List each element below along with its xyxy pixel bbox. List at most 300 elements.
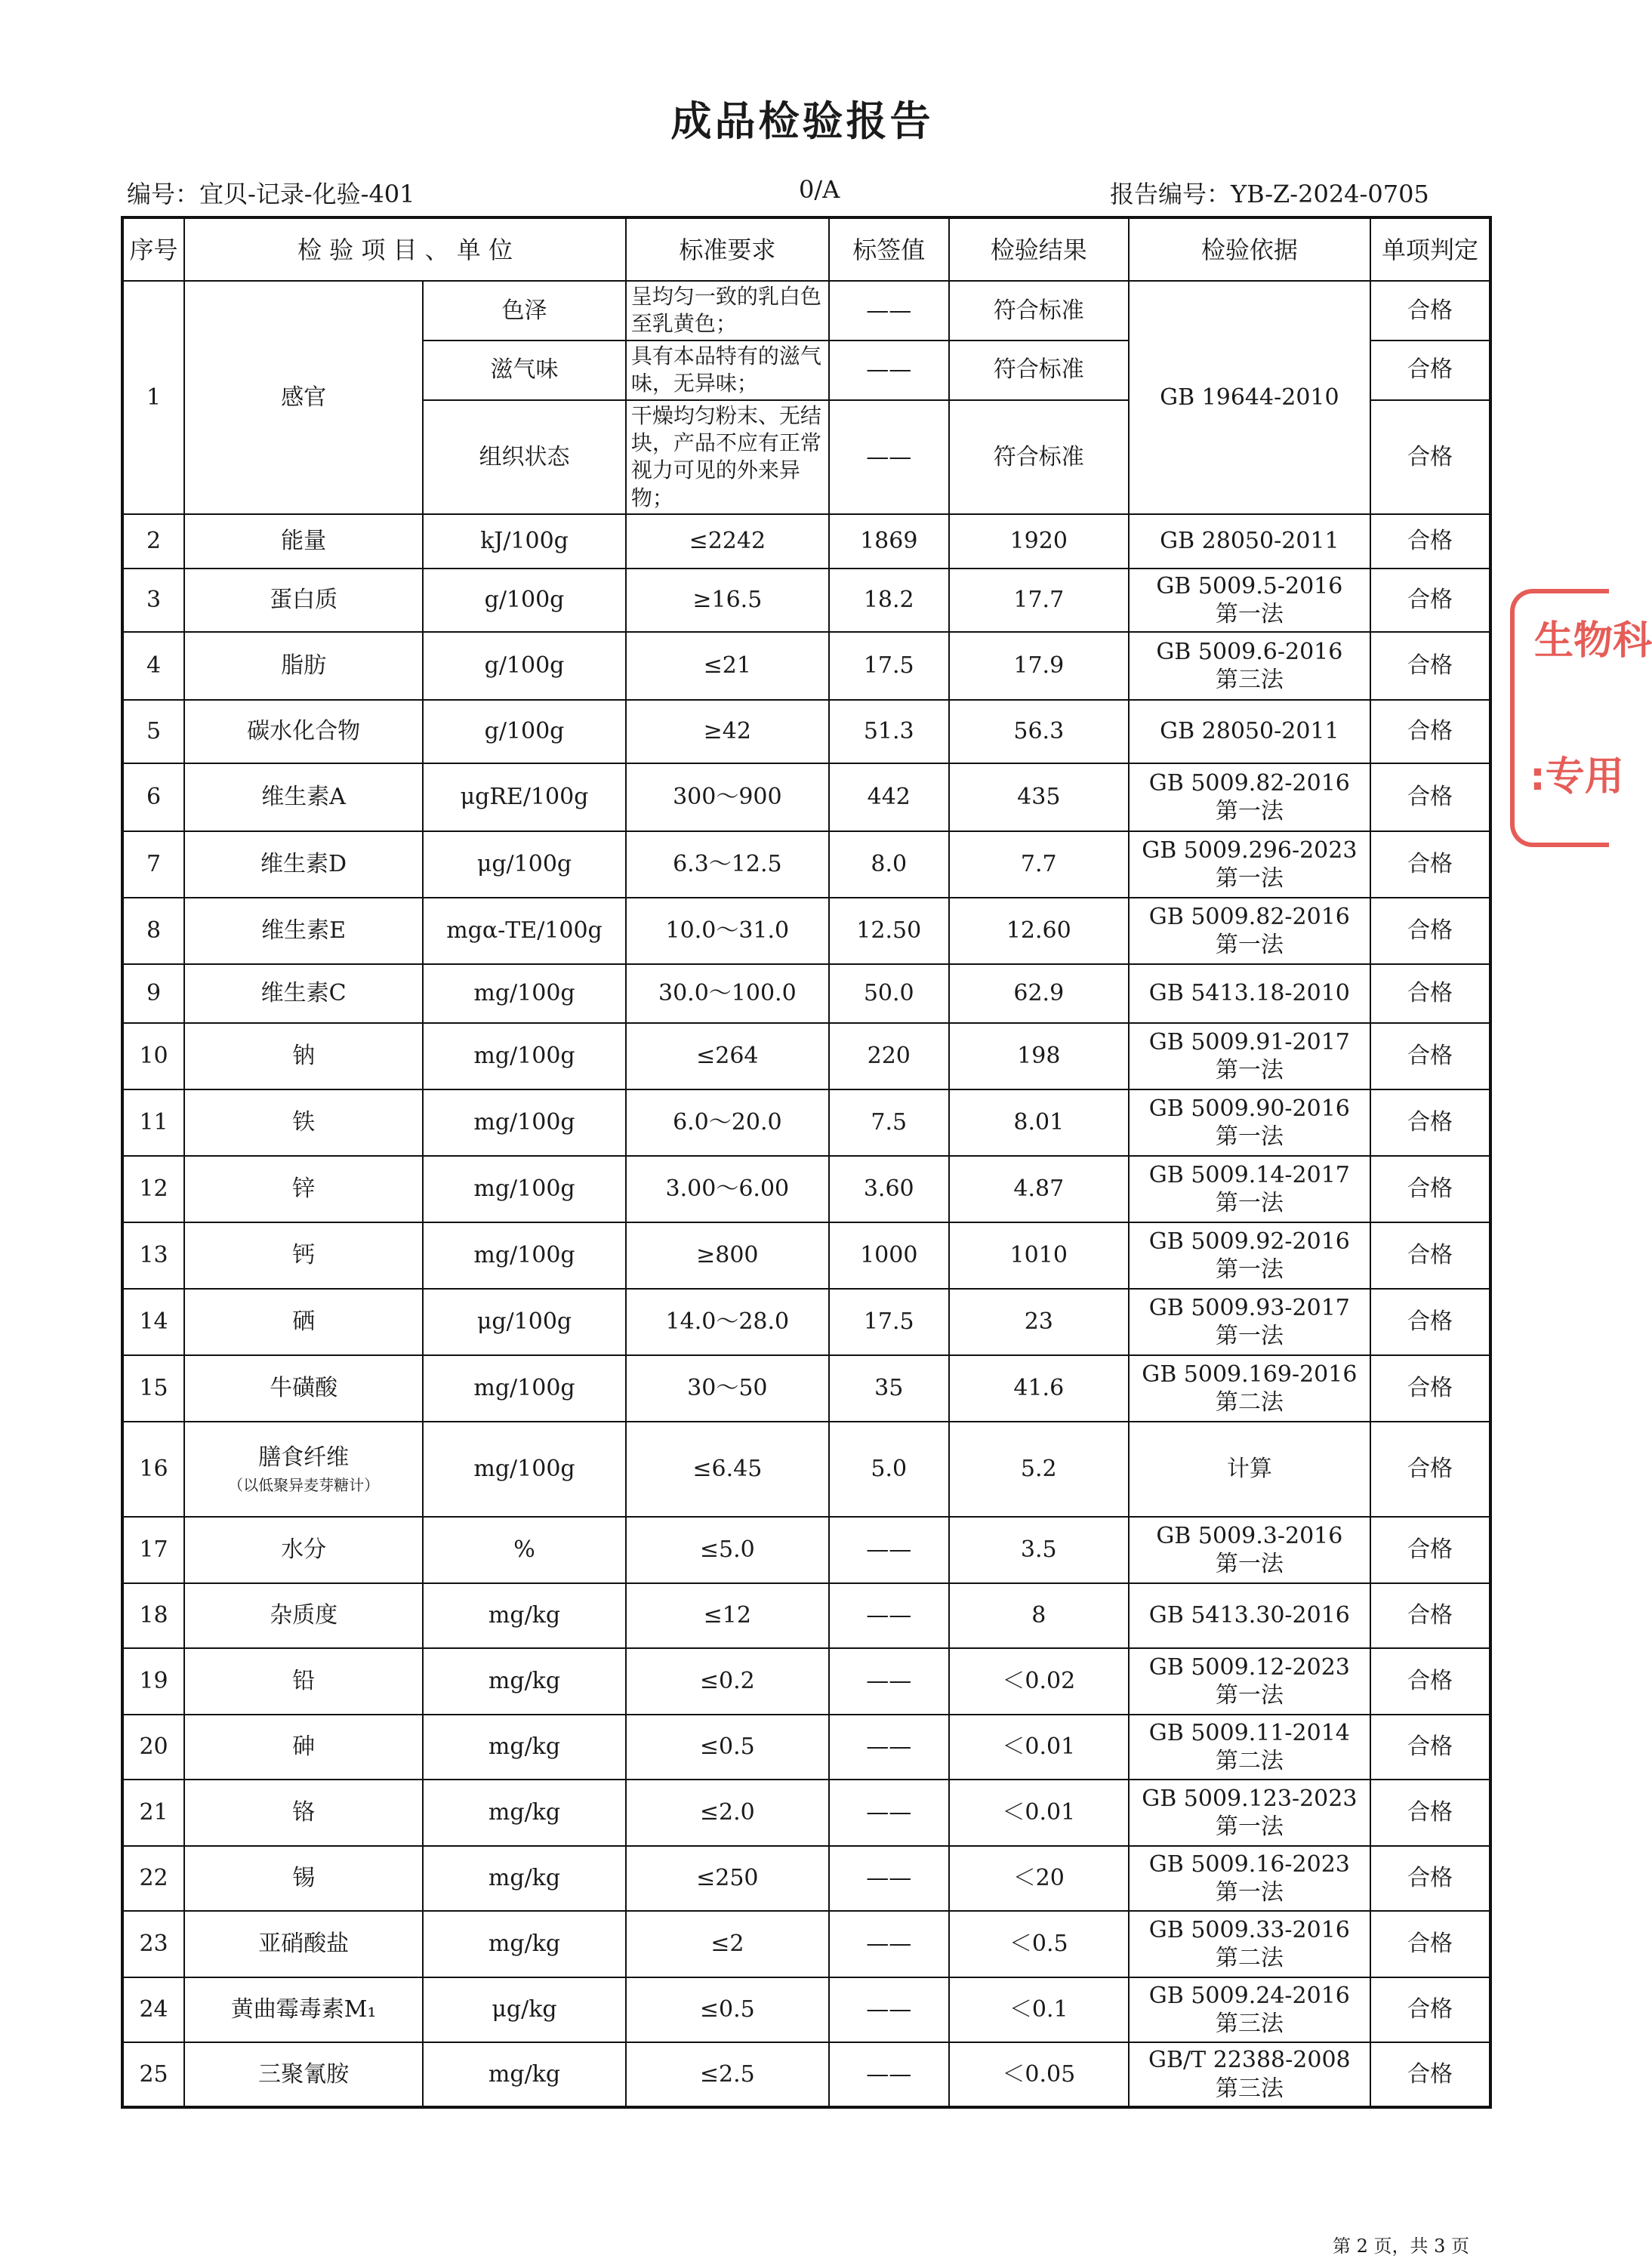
item-name-text: 砷 <box>292 1733 316 1761</box>
row-unit: g/100g <box>423 700 626 763</box>
table-row <box>122 1977 1490 2042</box>
row-label-value: —— <box>829 1780 949 1846</box>
row-unit: mg/100g <box>423 1222 626 1289</box>
table-row <box>122 1780 1490 1846</box>
row-verdict: 合格 <box>1370 1715 1490 1780</box>
row-basis <box>1129 514 1370 569</box>
row-result: 62.9 <box>949 964 1129 1023</box>
report-number: 报告编号：YB-Z-2024-0705 <box>1110 180 1429 208</box>
row-label-value: 18.2 <box>829 569 949 632</box>
row-unit: % <box>423 1517 626 1583</box>
row-requirement: 10.0～31.0 <box>626 898 829 964</box>
row-label-value: 51.3 <box>829 700 949 763</box>
basis-method: 第三法 <box>1215 667 1284 694</box>
row-unit: g/100g <box>423 569 626 632</box>
basis-standard: GB 5009.82-2016 <box>1148 903 1350 930</box>
row-label-value: 3.60 <box>829 1156 949 1222</box>
row-no: 16 <box>122 1422 184 1517</box>
row-verdict: 合格 <box>1370 514 1490 569</box>
row-verdict: 合格 <box>1370 1780 1490 1846</box>
table-row <box>122 1222 1490 1289</box>
row-label-value: 7.5 <box>829 1089 949 1156</box>
row-no: 23 <box>122 1911 184 1977</box>
row-requirement: 6.3～12.5 <box>626 831 829 898</box>
row-verdict: 合格 <box>1370 2042 1490 2107</box>
row-verdict: 合格 <box>1370 1156 1490 1222</box>
row-item-name <box>184 514 423 569</box>
row-basis <box>1129 1648 1370 1715</box>
table-row <box>122 1422 1490 1517</box>
sensory-result: 符合标准 <box>949 281 1129 341</box>
row-no: 25 <box>122 2042 184 2107</box>
row-result: 56.3 <box>949 700 1129 763</box>
basis-standard: GB 5009.33-2016 <box>1148 1916 1350 1943</box>
table-row <box>122 1089 1490 1156</box>
row-no: 18 <box>122 1583 184 1648</box>
header-label-value: 标签值 <box>829 217 949 281</box>
row-label-value: 442 <box>829 763 949 831</box>
row-label-value: —— <box>829 2042 949 2107</box>
version-label: 0/A <box>799 175 840 204</box>
table-row <box>122 569 1490 632</box>
row-requirement: ≥16.5 <box>626 569 829 632</box>
item-name-text: 维生素E <box>261 917 347 945</box>
row-no: 10 <box>122 1023 184 1089</box>
row-item-name <box>184 1289 423 1355</box>
table-row <box>122 514 1490 569</box>
row-basis <box>1129 1846 1370 1911</box>
row-requirement: 6.0～20.0 <box>626 1089 829 1156</box>
row-basis <box>1129 1089 1370 1156</box>
row-unit: mg/kg <box>423 1911 626 1977</box>
row-requirement: 3.00～6.00 <box>626 1156 829 1222</box>
item-name-text: 碳水化合物 <box>247 718 361 745</box>
row-result: 4.87 <box>949 1156 1129 1222</box>
item-name-text: 维生素C <box>260 980 347 1007</box>
row-label-value: —— <box>829 1911 949 1977</box>
row-unit: mg/100g <box>423 964 626 1023</box>
row-basis <box>1129 1780 1370 1846</box>
row-unit: mg/kg <box>423 1780 626 1846</box>
table-row <box>122 1583 1490 1648</box>
row-no: 12 <box>122 1156 184 1222</box>
row-no: 5 <box>122 700 184 763</box>
sensory-attr: 滋气味 <box>423 341 626 400</box>
row-label-value: 1000 <box>829 1222 949 1289</box>
row-label-value: 1869 <box>829 514 949 569</box>
row-basis <box>1129 898 1370 964</box>
header-item: 检 验 项 目 、 单 位 <box>184 217 626 281</box>
row-unit: μg/100g <box>423 1289 626 1355</box>
row-label-value: —— <box>829 1517 949 1583</box>
row-verdict: 合格 <box>1370 1023 1490 1089</box>
row-result: 198 <box>949 1023 1129 1089</box>
row-result: 41.6 <box>949 1355 1129 1422</box>
row-result: ＜0.02 <box>949 1648 1129 1715</box>
row-result: 17.7 <box>949 569 1129 632</box>
row-basis <box>1129 569 1370 632</box>
basis-method: 第一法 <box>1215 798 1284 825</box>
row-verdict: 合格 <box>1370 1583 1490 1648</box>
item-name-text: 硒 <box>292 1308 316 1336</box>
sensory-requirement: 具有本品特有的滋气味，无异味； <box>626 341 829 400</box>
row-basis <box>1129 1023 1370 1089</box>
row-requirement: ≤12 <box>626 1583 829 1648</box>
row-basis <box>1129 632 1370 700</box>
basis-method: 第三法 <box>1215 2011 1284 2038</box>
row-no: 14 <box>122 1289 184 1355</box>
row-result: ＜0.5 <box>949 1911 1129 1977</box>
row-result: 8.01 <box>949 1089 1129 1156</box>
row-no: 2 <box>122 514 184 569</box>
row-unit: mgα-TE/100g <box>423 898 626 964</box>
row-no: 13 <box>122 1222 184 1289</box>
sensory-verdict: 合格 <box>1370 341 1490 400</box>
table-row <box>122 2042 1490 2107</box>
row-requirement: ≤0.2 <box>626 1648 829 1715</box>
row-item-name <box>184 1715 423 1780</box>
sensory-label: —— <box>829 341 949 400</box>
item-name-text: 维生素A <box>261 784 346 811</box>
sensory-row-color <box>122 281 1490 341</box>
basis-standard: GB 5413.18-2010 <box>1148 980 1350 1007</box>
row-basis <box>1129 831 1370 898</box>
row-requirement: ≤2 <box>626 1911 829 1977</box>
row-requirement: 14.0～28.0 <box>626 1289 829 1355</box>
row-no: 20 <box>122 1715 184 1780</box>
basis-standard: GB 5009.123-2023 <box>1142 1785 1358 1812</box>
row-item-name <box>184 1156 423 1222</box>
row-label-value: 17.5 <box>829 632 949 700</box>
row-result: 1010 <box>949 1222 1129 1289</box>
row-verdict: 合格 <box>1370 898 1490 964</box>
page-title: 成品检验报告 <box>670 97 934 145</box>
row-basis <box>1129 1911 1370 1977</box>
stamp-text-top: 生物科 <box>1534 618 1652 664</box>
row-no: 4 <box>122 632 184 700</box>
row-basis <box>1129 700 1370 763</box>
row-requirement: 30～50 <box>626 1355 829 1422</box>
basis-standard: GB 5009.82-2016 <box>1148 769 1350 797</box>
row-label-value: —— <box>829 1977 949 2042</box>
table-row <box>122 1911 1490 1977</box>
sensory-result: 符合标准 <box>949 400 1129 515</box>
row-unit: μg/100g <box>423 831 626 898</box>
item-name-note: （以低聚异麦芽糖计） <box>228 1476 380 1495</box>
table-row <box>122 700 1490 763</box>
row-unit: mg/100g <box>423 1023 626 1089</box>
basis-method: 第一法 <box>1215 1323 1284 1350</box>
table-row <box>122 1846 1490 1911</box>
row-verdict: 合格 <box>1370 1911 1490 1977</box>
basis-method: 第一法 <box>1215 1123 1284 1151</box>
row-requirement: ≤5.0 <box>626 1517 829 1583</box>
basis-standard: GB 5009.12-2023 <box>1148 1653 1350 1681</box>
item-name-text: 铁 <box>292 1109 316 1136</box>
row-result: 3.5 <box>949 1517 1129 1583</box>
header-verdict: 单项判定 <box>1370 217 1490 281</box>
basis-standard: GB 5009.24-2016 <box>1148 1982 1350 2009</box>
basis-method: 第一法 <box>1215 1057 1284 1084</box>
basis-standard: GB 5009.14-2017 <box>1148 1161 1350 1188</box>
row-basis <box>1129 1715 1370 1780</box>
row-basis <box>1129 1355 1370 1422</box>
row-no: 8 <box>122 898 184 964</box>
stamp-text-bottom: :专用 <box>1530 754 1624 800</box>
document-number: 编号：宜贝-记录-化验-401 <box>127 180 415 208</box>
row-item-name <box>184 2042 423 2107</box>
row-result: ＜0.01 <box>949 1715 1129 1780</box>
row-no: 24 <box>122 1977 184 2042</box>
row-unit: μg/kg <box>423 1977 626 2042</box>
row-no: 3 <box>122 569 184 632</box>
basis-method: 第二法 <box>1215 1389 1284 1416</box>
row-label-value: 12.50 <box>829 898 949 964</box>
item-name-text: 铅 <box>292 1668 316 1695</box>
item-name-text: 铬 <box>292 1799 316 1826</box>
table-row <box>122 763 1490 831</box>
row-verdict: 合格 <box>1370 1222 1490 1289</box>
row-basis <box>1129 1583 1370 1648</box>
basis-method: 第一法 <box>1215 1879 1284 1906</box>
row-label-value: —— <box>829 1846 949 1911</box>
row-requirement: 30.0～100.0 <box>626 964 829 1023</box>
basis-method: 第二法 <box>1215 1945 1284 1972</box>
row-no: 19 <box>122 1648 184 1715</box>
sensory-label: —— <box>829 400 949 515</box>
item-name-text: 锌 <box>292 1176 316 1203</box>
row-item-name <box>184 1977 423 2042</box>
row-unit: mg/kg <box>423 1846 626 1911</box>
table-row <box>122 1289 1490 1355</box>
row-requirement: ≤6.45 <box>626 1422 829 1517</box>
row-requirement: ≥800 <box>626 1222 829 1289</box>
basis-method: 第一法 <box>1215 1190 1284 1217</box>
basis-standard: GB 5009.93-2017 <box>1148 1294 1350 1321</box>
row-item-name <box>184 763 423 831</box>
row-unit: g/100g <box>423 632 626 700</box>
sensory-label: —— <box>829 281 949 341</box>
row-verdict: 合格 <box>1370 1355 1490 1422</box>
row-unit: mg/kg <box>423 1648 626 1715</box>
sensory-attr: 组织状态 <box>423 400 626 515</box>
row-requirement: ≤250 <box>626 1846 829 1911</box>
row-no: 7 <box>122 831 184 898</box>
inspection-table <box>121 216 1492 2109</box>
row-verdict: 合格 <box>1370 569 1490 632</box>
row-unit: kJ/100g <box>423 514 626 569</box>
item-name-text: 黄曲霉毒素M₁ <box>230 1996 377 2023</box>
row-label-value: 17.5 <box>829 1289 949 1355</box>
header-basis: 检验依据 <box>1129 217 1370 281</box>
row-unit: mg/kg <box>423 1583 626 1648</box>
row-unit: mg/100g <box>423 1089 626 1156</box>
basis-method: 第一法 <box>1215 865 1284 892</box>
row-basis <box>1129 2042 1370 2107</box>
sensory-verdict: 合格 <box>1370 281 1490 341</box>
row-basis <box>1129 1977 1370 2042</box>
row-item-name <box>184 1422 423 1517</box>
row-item-name <box>184 1648 423 1715</box>
row-verdict: 合格 <box>1370 763 1490 831</box>
table-row <box>122 964 1490 1023</box>
row-result: ＜0.01 <box>949 1780 1129 1846</box>
row-no: 17 <box>122 1517 184 1583</box>
row-item-name <box>184 1222 423 1289</box>
basis-standard: GB 5413.30-2016 <box>1148 1602 1350 1629</box>
row-verdict: 合格 <box>1370 632 1490 700</box>
table-row <box>122 1715 1490 1780</box>
basis-standard: GB 5009.91-2017 <box>1148 1028 1350 1055</box>
basis-standard: GB 5009.5-2016 <box>1156 572 1343 599</box>
basis-standard: GB/T 22388-2008 <box>1148 2047 1351 2074</box>
row-item-name <box>184 898 423 964</box>
row-item-name <box>184 1911 423 1977</box>
row-requirement: ≤2242 <box>626 514 829 569</box>
row-basis <box>1129 1222 1370 1289</box>
row-verdict: 合格 <box>1370 1289 1490 1355</box>
basis-method: 第一法 <box>1215 932 1284 959</box>
sensory-name: 感官 <box>184 281 423 514</box>
row-no: 22 <box>122 1846 184 1911</box>
basis-standard: GB 5009.11-2014 <box>1148 1719 1350 1746</box>
item-name-text: 牛磺酸 <box>270 1375 338 1402</box>
row-no: 21 <box>122 1780 184 1846</box>
basis-standard: GB 28050-2011 <box>1160 718 1339 745</box>
basis-standard: GB 5009.92-2016 <box>1148 1228 1350 1255</box>
item-name-text: 水分 <box>281 1536 327 1564</box>
row-result: 1920 <box>949 514 1129 569</box>
item-name-text: 维生素D <box>260 851 347 878</box>
item-name-text: 能量 <box>281 528 327 555</box>
row-label-value: 35 <box>829 1355 949 1422</box>
item-name-text: 杂质度 <box>270 1602 338 1629</box>
row-basis <box>1129 1422 1370 1517</box>
basis-standard: GB 5009.16-2023 <box>1148 1851 1350 1878</box>
row-requirement: ≤21 <box>626 632 829 700</box>
basis-method: 第一法 <box>1215 601 1284 628</box>
sensory-verdict: 合格 <box>1370 400 1490 515</box>
row-result: ＜0.05 <box>949 2042 1129 2107</box>
row-verdict: 合格 <box>1370 831 1490 898</box>
basis-method: 第一法 <box>1215 1551 1284 1578</box>
header-requirement: 标准要求 <box>626 217 829 281</box>
row-no: 15 <box>122 1355 184 1422</box>
row-label-value: 220 <box>829 1023 949 1089</box>
row-result: ＜20 <box>949 1846 1129 1911</box>
row-result: 23 <box>949 1289 1129 1355</box>
row-requirement: 300～900 <box>626 763 829 831</box>
sensory-attr: 色泽 <box>423 281 626 341</box>
table-row <box>122 1517 1490 1583</box>
row-unit: mg/100g <box>423 1422 626 1517</box>
row-item-name <box>184 1023 423 1089</box>
row-unit: mg/100g <box>423 1355 626 1422</box>
item-name-text: 脂肪 <box>281 652 327 680</box>
row-label-value: —— <box>829 1648 949 1715</box>
row-unit: mg/100g <box>423 1156 626 1222</box>
item-name-text: 钠 <box>292 1043 316 1070</box>
row-item-name <box>184 700 423 763</box>
basis-standard: GB 5009.90-2016 <box>1148 1095 1350 1122</box>
sensory-basis: GB 19644-2010 <box>1129 281 1370 514</box>
row-basis <box>1129 1156 1370 1222</box>
row-label-value: 50.0 <box>829 964 949 1023</box>
table-row <box>122 632 1490 700</box>
basis-standard: GB 5009.6-2016 <box>1156 638 1343 665</box>
row-label-value: —— <box>829 1715 949 1780</box>
sensory-requirement: 干燥均匀粉末、无结块，产品不应有正常视力可见的外来异物； <box>626 400 829 515</box>
row-verdict: 合格 <box>1370 1517 1490 1583</box>
row-basis <box>1129 1289 1370 1355</box>
row-verdict: 合格 <box>1370 1977 1490 2042</box>
basis-method: 第一法 <box>1215 1256 1284 1284</box>
row-item-name <box>184 632 423 700</box>
row-verdict: 合格 <box>1370 964 1490 1023</box>
sensory-result: 符合标准 <box>949 341 1129 400</box>
item-name-text: 膳食纤维 <box>258 1444 350 1471</box>
table-row <box>122 1648 1490 1715</box>
row-verdict: 合格 <box>1370 700 1490 763</box>
row-unit: mg/kg <box>423 1715 626 1780</box>
row-unit: μgRE/100g <box>423 763 626 831</box>
row-basis <box>1129 1517 1370 1583</box>
basis-standard: GB 5009.3-2016 <box>1156 1522 1343 1549</box>
row-item-name <box>184 964 423 1023</box>
row-no: 9 <box>122 964 184 1023</box>
row-verdict: 合格 <box>1370 1422 1490 1517</box>
basis-method: 第一法 <box>1215 1814 1284 1841</box>
row-result: 5.2 <box>949 1422 1129 1517</box>
table-header-row <box>122 217 1490 281</box>
header-result: 检验结果 <box>949 217 1129 281</box>
basis-method: 第一法 <box>1215 1682 1284 1709</box>
sensory-no: 1 <box>122 281 184 514</box>
row-item-name <box>184 1355 423 1422</box>
item-name-text: 蛋白质 <box>270 587 338 614</box>
item-name-text: 钙 <box>292 1242 316 1269</box>
header-no: 序号 <box>122 217 184 281</box>
item-name-text: 三聚氰胺 <box>258 2060 350 2088</box>
row-verdict: 合格 <box>1370 1648 1490 1715</box>
sensory-requirement: 呈均匀一致的乳白色至乳黄色； <box>626 281 829 341</box>
row-no: 11 <box>122 1089 184 1156</box>
row-result: 8 <box>949 1583 1129 1648</box>
row-requirement: ≤0.5 <box>626 1715 829 1780</box>
row-verdict: 合格 <box>1370 1846 1490 1911</box>
row-basis <box>1129 964 1370 1023</box>
table-row <box>122 898 1490 964</box>
table-row <box>122 1355 1490 1422</box>
basis-method: 第二法 <box>1215 1748 1284 1775</box>
row-result: 17.9 <box>949 632 1129 700</box>
item-name-text: 亚硝酸盐 <box>258 1931 350 1958</box>
row-result: 12.60 <box>949 898 1129 964</box>
page-number: 第 2 页，共 3 页 <box>1333 2236 1470 2257</box>
row-no: 6 <box>122 763 184 831</box>
basis-standard: GB 28050-2011 <box>1160 528 1339 555</box>
row-label-value: —— <box>829 1583 949 1648</box>
row-requirement: ≤264 <box>626 1023 829 1089</box>
row-requirement: ≤2.5 <box>626 2042 829 2107</box>
row-item-name <box>184 569 423 632</box>
basis-standard: 计算 <box>1226 1456 1272 1483</box>
row-verdict: 合格 <box>1370 1089 1490 1156</box>
table-row <box>122 1023 1490 1089</box>
row-result: ＜0.1 <box>949 1977 1129 2042</box>
row-result: 7.7 <box>949 831 1129 898</box>
row-item-name <box>184 1846 423 1911</box>
